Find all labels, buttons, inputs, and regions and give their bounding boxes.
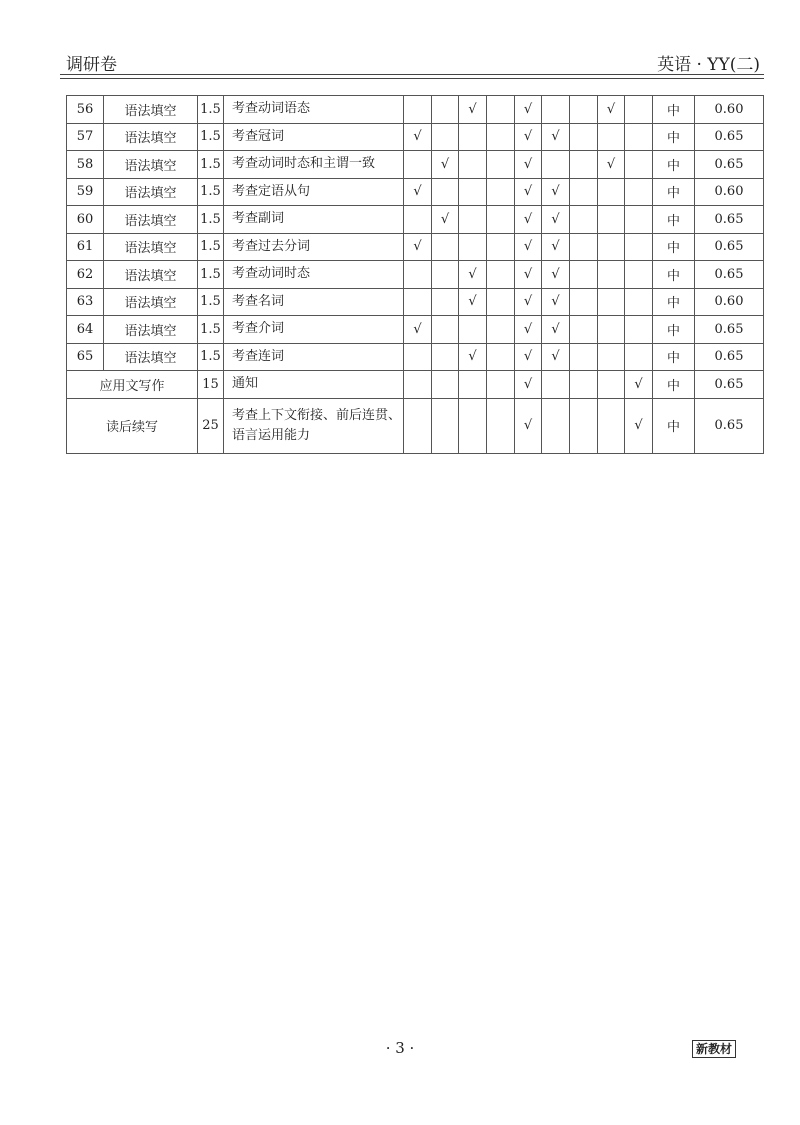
edition-badge: 新教材 bbox=[692, 1040, 736, 1058]
check-cell: √ bbox=[625, 371, 653, 399]
table-row bbox=[67, 178, 764, 206]
header-rule bbox=[60, 78, 764, 79]
description: 考查冠词 bbox=[224, 123, 404, 151]
level: 中 bbox=[653, 343, 695, 371]
check-cell bbox=[459, 233, 487, 261]
question-type: 语法填空 bbox=[104, 316, 198, 344]
question-type: 读后续写 bbox=[67, 398, 198, 453]
check-cell bbox=[404, 261, 432, 289]
question-type: 语法填空 bbox=[104, 123, 198, 151]
check-cell: √ bbox=[404, 316, 432, 344]
check-cell bbox=[625, 233, 653, 261]
description: 考查动词语态 bbox=[224, 96, 404, 124]
check-cell bbox=[432, 316, 459, 344]
check-cell bbox=[432, 343, 459, 371]
check-cell bbox=[625, 206, 653, 234]
check-cell bbox=[404, 398, 432, 453]
check-cell bbox=[625, 151, 653, 179]
check-cell bbox=[542, 371, 570, 399]
question-number: 61 bbox=[67, 233, 104, 261]
check-cell bbox=[598, 398, 625, 453]
table-row bbox=[67, 261, 764, 289]
check-cell bbox=[404, 371, 432, 399]
table-row bbox=[67, 233, 764, 261]
check-cell bbox=[487, 178, 515, 206]
check-cell bbox=[625, 96, 653, 124]
check-cell bbox=[570, 261, 598, 289]
check-cell bbox=[404, 151, 432, 179]
score: 1.5 bbox=[198, 316, 224, 344]
difficulty: 0.60 bbox=[695, 288, 764, 316]
question-number: 64 bbox=[67, 316, 104, 344]
check-cell bbox=[598, 261, 625, 289]
score: 1.5 bbox=[198, 206, 224, 234]
description: 考查过去分词 bbox=[224, 233, 404, 261]
question-number: 58 bbox=[67, 151, 104, 179]
check-cell: √ bbox=[515, 288, 542, 316]
check-cell bbox=[487, 288, 515, 316]
check-cell: √ bbox=[515, 178, 542, 206]
check-cell bbox=[598, 343, 625, 371]
check-cell: √ bbox=[515, 261, 542, 289]
check-cell bbox=[570, 96, 598, 124]
level: 中 bbox=[653, 233, 695, 261]
check-cell bbox=[598, 123, 625, 151]
score: 1.5 bbox=[198, 343, 224, 371]
level: 中 bbox=[653, 178, 695, 206]
check-cell bbox=[570, 233, 598, 261]
check-cell: √ bbox=[542, 261, 570, 289]
check-cell bbox=[598, 178, 625, 206]
question-number: 57 bbox=[67, 123, 104, 151]
score: 1.5 bbox=[198, 288, 224, 316]
check-cell: √ bbox=[625, 398, 653, 453]
check-cell: √ bbox=[404, 233, 432, 261]
check-cell bbox=[487, 371, 515, 399]
check-cell: √ bbox=[515, 123, 542, 151]
check-cell: √ bbox=[432, 206, 459, 234]
question-type: 语法填空 bbox=[104, 151, 198, 179]
check-cell bbox=[487, 206, 515, 234]
description: 考查定语从句 bbox=[224, 178, 404, 206]
check-cell bbox=[542, 96, 570, 124]
difficulty: 0.60 bbox=[695, 178, 764, 206]
check-cell bbox=[487, 398, 515, 453]
check-cell: √ bbox=[515, 398, 542, 453]
check-cell bbox=[625, 343, 653, 371]
page-number: · 3 · bbox=[385, 1039, 415, 1057]
check-cell bbox=[487, 151, 515, 179]
check-cell bbox=[625, 123, 653, 151]
check-cell: √ bbox=[459, 288, 487, 316]
check-cell bbox=[625, 261, 653, 289]
check-cell: √ bbox=[542, 316, 570, 344]
score: 1.5 bbox=[198, 178, 224, 206]
check-cell: √ bbox=[542, 233, 570, 261]
difficulty: 0.65 bbox=[695, 123, 764, 151]
level: 中 bbox=[653, 288, 695, 316]
check-cell bbox=[432, 178, 459, 206]
question-type: 语法填空 bbox=[104, 343, 198, 371]
check-cell bbox=[570, 123, 598, 151]
check-cell bbox=[487, 343, 515, 371]
check-cell: √ bbox=[459, 261, 487, 289]
check-cell: √ bbox=[459, 96, 487, 124]
difficulty: 0.65 bbox=[695, 151, 764, 179]
check-cell bbox=[432, 261, 459, 289]
level: 中 bbox=[653, 96, 695, 124]
check-cell bbox=[459, 398, 487, 453]
description: 考查连词 bbox=[224, 343, 404, 371]
check-cell: √ bbox=[542, 288, 570, 316]
check-cell bbox=[570, 178, 598, 206]
check-cell bbox=[432, 123, 459, 151]
difficulty: 0.65 bbox=[695, 398, 764, 453]
check-cell: √ bbox=[515, 96, 542, 124]
difficulty: 0.65 bbox=[695, 343, 764, 371]
level: 中 bbox=[653, 316, 695, 344]
question-type: 语法填空 bbox=[104, 178, 198, 206]
question-type: 语法填空 bbox=[104, 261, 198, 289]
level: 中 bbox=[653, 398, 695, 453]
check-cell: √ bbox=[515, 206, 542, 234]
question-type: 应用文写作 bbox=[67, 371, 198, 399]
check-cell bbox=[625, 178, 653, 206]
level: 中 bbox=[653, 371, 695, 399]
question-type: 语法填空 bbox=[104, 206, 198, 234]
header-left: 调研卷 bbox=[66, 55, 117, 75]
check-cell bbox=[459, 123, 487, 151]
check-cell bbox=[598, 371, 625, 399]
check-cell: √ bbox=[515, 371, 542, 399]
check-cell bbox=[487, 233, 515, 261]
difficulty: 0.60 bbox=[695, 96, 764, 124]
check-cell: √ bbox=[542, 206, 570, 234]
check-cell bbox=[570, 316, 598, 344]
header-rule bbox=[60, 74, 764, 75]
question-number: 56 bbox=[67, 96, 104, 124]
check-cell: √ bbox=[598, 151, 625, 179]
level: 中 bbox=[653, 261, 695, 289]
level: 中 bbox=[653, 206, 695, 234]
difficulty: 0.65 bbox=[695, 233, 764, 261]
level: 中 bbox=[653, 123, 695, 151]
difficulty: 0.65 bbox=[695, 206, 764, 234]
table-row bbox=[67, 343, 764, 371]
table-row bbox=[67, 398, 764, 453]
check-cell bbox=[570, 206, 598, 234]
check-cell: √ bbox=[459, 343, 487, 371]
check-cell bbox=[598, 316, 625, 344]
check-cell: √ bbox=[542, 178, 570, 206]
check-cell: √ bbox=[432, 151, 459, 179]
check-cell bbox=[487, 96, 515, 124]
question-number: 60 bbox=[67, 206, 104, 234]
check-cell bbox=[487, 123, 515, 151]
check-cell bbox=[459, 178, 487, 206]
table-row bbox=[67, 316, 764, 344]
check-cell bbox=[598, 288, 625, 316]
difficulty: 0.65 bbox=[695, 371, 764, 399]
table-row bbox=[67, 151, 764, 179]
spec-table bbox=[66, 95, 764, 454]
score: 1.5 bbox=[198, 123, 224, 151]
check-cell bbox=[570, 398, 598, 453]
check-cell bbox=[570, 288, 598, 316]
check-cell bbox=[404, 96, 432, 124]
check-cell: √ bbox=[515, 316, 542, 344]
check-cell: √ bbox=[542, 343, 570, 371]
description: 通知 bbox=[224, 371, 404, 399]
question-number: 63 bbox=[67, 288, 104, 316]
check-cell bbox=[570, 343, 598, 371]
check-cell bbox=[487, 261, 515, 289]
check-cell bbox=[459, 206, 487, 234]
check-cell bbox=[432, 398, 459, 453]
check-cell bbox=[432, 233, 459, 261]
check-cell bbox=[404, 343, 432, 371]
check-cell bbox=[432, 288, 459, 316]
header-right: 英语 · YY(二) bbox=[657, 55, 760, 75]
table-row bbox=[67, 288, 764, 316]
check-cell bbox=[625, 316, 653, 344]
difficulty: 0.65 bbox=[695, 316, 764, 344]
description: 考查动词时态 bbox=[224, 261, 404, 289]
question-number: 65 bbox=[67, 343, 104, 371]
check-cell bbox=[404, 206, 432, 234]
check-cell bbox=[487, 316, 515, 344]
score: 1.5 bbox=[198, 96, 224, 124]
score: 25 bbox=[198, 398, 224, 453]
description: 考查介词 bbox=[224, 316, 404, 344]
question-type: 语法填空 bbox=[104, 96, 198, 124]
check-cell bbox=[598, 206, 625, 234]
table-row bbox=[67, 123, 764, 151]
check-cell: √ bbox=[515, 151, 542, 179]
check-cell: √ bbox=[515, 233, 542, 261]
description: 考查副词 bbox=[224, 206, 404, 234]
check-cell bbox=[542, 151, 570, 179]
check-cell bbox=[459, 316, 487, 344]
check-cell: √ bbox=[542, 123, 570, 151]
question-number: 62 bbox=[67, 261, 104, 289]
check-cell bbox=[404, 288, 432, 316]
question-type: 语法填空 bbox=[104, 233, 198, 261]
score: 1.5 bbox=[198, 151, 224, 179]
check-cell: √ bbox=[515, 343, 542, 371]
score: 1.5 bbox=[198, 261, 224, 289]
score: 1.5 bbox=[198, 233, 224, 261]
check-cell: √ bbox=[598, 96, 625, 124]
check-cell bbox=[542, 398, 570, 453]
check-cell: √ bbox=[404, 123, 432, 151]
score: 15 bbox=[198, 371, 224, 399]
question-number: 59 bbox=[67, 178, 104, 206]
description: 考查动词时态和主谓一致 bbox=[224, 151, 404, 179]
check-cell bbox=[459, 371, 487, 399]
check-cell bbox=[570, 151, 598, 179]
table-row bbox=[67, 96, 764, 124]
description: 考查名词 bbox=[224, 288, 404, 316]
check-cell bbox=[432, 371, 459, 399]
question-type: 语法填空 bbox=[104, 288, 198, 316]
check-cell: √ bbox=[404, 178, 432, 206]
difficulty: 0.65 bbox=[695, 261, 764, 289]
check-cell bbox=[570, 371, 598, 399]
check-cell bbox=[459, 151, 487, 179]
table-row bbox=[67, 206, 764, 234]
table-row bbox=[67, 371, 764, 399]
check-cell bbox=[598, 233, 625, 261]
level: 中 bbox=[653, 151, 695, 179]
check-cell bbox=[432, 96, 459, 124]
description: 考查上下文衔接、前后连贯、语言运用能力 bbox=[224, 398, 404, 453]
check-cell bbox=[625, 288, 653, 316]
